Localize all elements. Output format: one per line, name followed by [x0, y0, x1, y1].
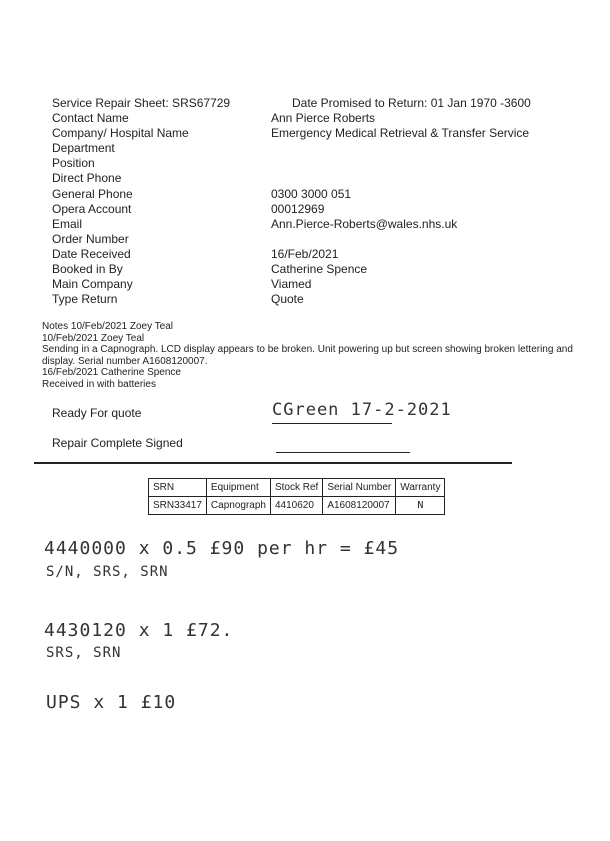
table-header-row — [149, 479, 445, 497]
header-cell: SRN — [149, 479, 207, 497]
field-label: Main Company — [52, 277, 133, 292]
divider — [34, 462, 512, 464]
cell: A1608120007 — [323, 497, 396, 515]
field-label: Date Received — [52, 246, 131, 261]
handwritten-line: UPS x 1 £10 — [46, 692, 177, 713]
handwritten-line: S/N, SRS, SRN — [46, 564, 169, 580]
header-cell: Equipment — [206, 479, 270, 497]
note-line: 10/Feb/2021 Zoey Teal — [42, 332, 145, 344]
field-value: 16/Feb/2021 — [271, 246, 339, 261]
handwritten-line: 4440000 x 0.5 £90 per hr = £45 — [44, 538, 400, 559]
field-label: Type Return — [52, 292, 118, 307]
table-row — [149, 497, 445, 515]
note-line: Sending in a Capnograph. LCD display appears to be broken. Unit powering up but screen showing broken lettering and display. Serial number A1608120007. — [42, 344, 573, 367]
header-cell: Warranty — [396, 479, 445, 497]
equipment-table — [148, 478, 445, 515]
handwritten-line: SRS, SRN — [46, 645, 122, 661]
field-value: Ann.Pierce-Roberts@wales.nhs.uk — [271, 216, 458, 231]
field-label: Order Number — [52, 231, 129, 246]
field-label: Position — [52, 156, 95, 171]
header-cell: Stock Ref — [270, 479, 322, 497]
note-line: Received in with batteries — [42, 378, 156, 390]
field-label: Booked in By — [52, 262, 123, 276]
note-line: Notes 10/Feb/2021 Zoey Teal — [42, 321, 174, 332]
field-value: 0300 3000 051 — [271, 186, 352, 201]
cell: SRN33417 — [149, 497, 207, 515]
sheet-number: Service Repair Sheet: SRS67729 — [52, 96, 231, 110]
field-value: Catherine Spence — [271, 262, 368, 276]
field-value: Viamed — [271, 277, 312, 292]
signature-line — [276, 452, 410, 453]
field-label: General Phone — [52, 186, 133, 201]
field-value: Ann Pierce Roberts — [271, 111, 376, 125]
cell: N — [396, 497, 445, 515]
repair-complete-label: Repair Complete Signed — [52, 436, 183, 450]
field-value: 00012969 — [271, 201, 325, 216]
field-label: Contact Name — [52, 111, 129, 125]
cell: 4410620 — [270, 497, 322, 515]
date-promised: Date Promised to Return: 01 Jan 1970 -3600 — [292, 96, 531, 110]
field-label: Opera Account — [52, 201, 132, 216]
field-label: Company/ Hospital Name — [52, 126, 189, 141]
field-value: Quote — [271, 292, 304, 307]
signature-line — [272, 423, 392, 424]
notes — [42, 321, 582, 390]
field-label: Direct Phone — [52, 171, 122, 186]
ready-for-quote-label: Ready For quote — [52, 406, 142, 420]
header-cell: Serial Number — [323, 479, 396, 497]
handwritten-line: 4430120 x 1 £72. — [44, 620, 234, 641]
field-label: Email — [52, 216, 83, 231]
cell: Capnograph — [206, 497, 270, 515]
ready-signature: CGreen 17-2-2021 — [272, 400, 452, 420]
field-value: Emergency Medical Retrieval & Transfer Service — [271, 126, 530, 141]
field-label: Department — [52, 141, 115, 156]
note-line: 16/Feb/2021 Catherine Spence — [42, 367, 181, 378]
